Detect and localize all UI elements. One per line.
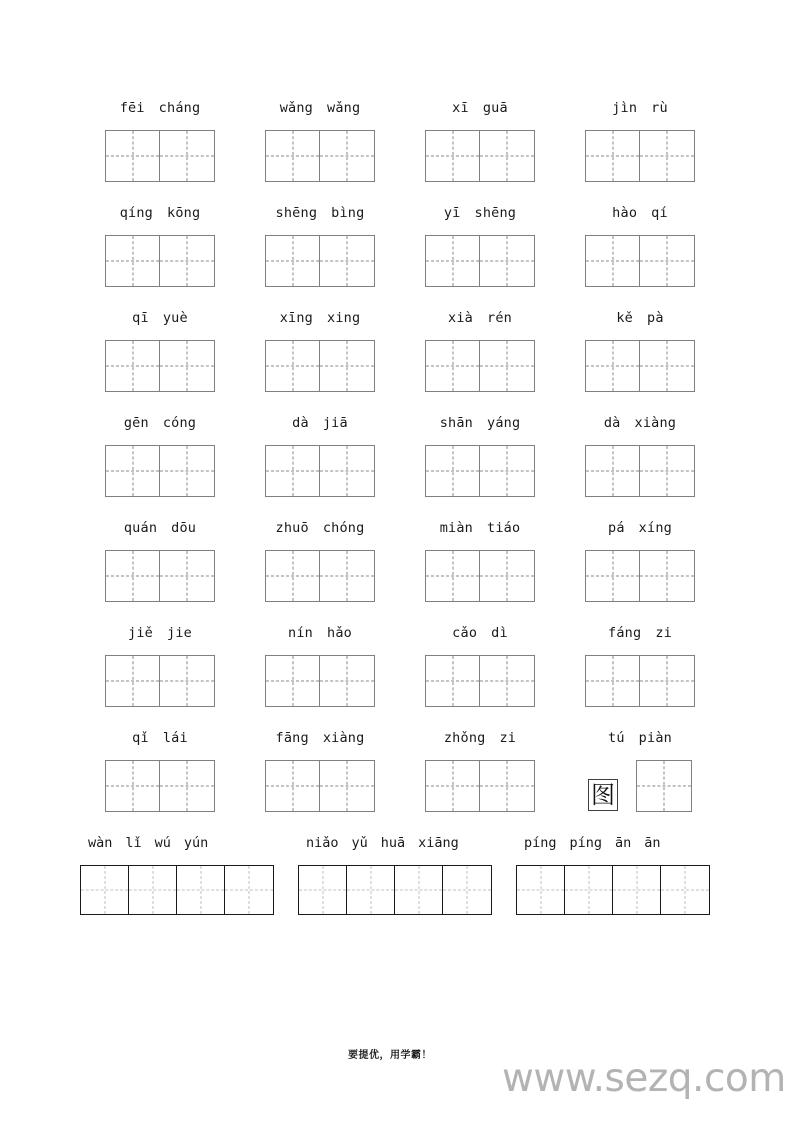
pinyin-label: [240, 625, 400, 655]
pinyin-label: [240, 100, 400, 130]
pinyin-syllable: huā: [380, 835, 406, 851]
pinyin-pair-item: [240, 205, 400, 310]
pinyin-syllable: dōu: [171, 520, 197, 536]
writing-cell[interactable]: [586, 656, 640, 706]
tianzige-box[interactable]: [105, 655, 215, 707]
writing-cell[interactable]: [320, 341, 374, 391]
writing-cell[interactable]: [640, 551, 694, 601]
writing-cell[interactable]: [160, 236, 214, 286]
pinyin-syllable: yǔ: [351, 835, 368, 851]
writing-cell[interactable]: [160, 761, 214, 811]
writing-cell[interactable]: [160, 446, 214, 496]
writing-cell[interactable]: [106, 341, 160, 391]
pinyin-syllable: rù: [651, 100, 668, 116]
tianzige-box[interactable]: [265, 130, 375, 182]
tianzige-box[interactable]: [265, 550, 375, 602]
writing-cell[interactable]: [106, 131, 160, 181]
pinyin-pair-item: [240, 520, 400, 625]
pinyin-label: [80, 520, 240, 550]
writing-cell[interactable]: [640, 656, 694, 706]
printed-hanzi-hint: 图: [588, 779, 618, 811]
pinyin-label: [400, 625, 560, 655]
pinyin-pair-item: [560, 415, 720, 520]
writing-box-group: [80, 445, 240, 497]
writing-cell[interactable]: [480, 446, 534, 496]
pinyin-syllable: dà: [292, 415, 309, 431]
pinyin-syllable: xiàng: [634, 415, 677, 431]
writing-box-group: [560, 550, 720, 602]
pinyin-pair-item: [400, 520, 560, 625]
writing-box-group: [240, 340, 400, 392]
writing-cell[interactable]: [160, 656, 214, 706]
writing-cell[interactable]: [426, 236, 480, 286]
pinyin-pair-item: [80, 310, 240, 415]
pinyin-syllable: xing: [327, 310, 361, 326]
writing-cell[interactable]: [320, 761, 374, 811]
writing-box-group: [240, 760, 400, 812]
pinyin-syllable: xíng: [638, 520, 672, 536]
writing-cell[interactable]: [640, 446, 694, 496]
writing-box-group: [560, 340, 720, 392]
writing-cell[interactable]: [586, 446, 640, 496]
phrase-item: [516, 835, 720, 915]
phrase-pinyin-label: [80, 835, 298, 865]
writing-cell[interactable]: [480, 551, 534, 601]
writing-cell[interactable]: [640, 236, 694, 286]
pinyin-syllable: xīng: [279, 310, 313, 326]
writing-cell[interactable]: [426, 551, 480, 601]
pinyin-syllable: zi: [499, 730, 517, 746]
writing-cell[interactable]: [177, 866, 225, 914]
pinyin-pair-row: [80, 100, 720, 205]
pinyin-pairs-area: [80, 100, 720, 835]
pinyin-syllable: qī: [132, 310, 149, 326]
writing-cell[interactable]: [266, 446, 320, 496]
pinyin-syllable: zi: [655, 625, 672, 641]
phrase-row: [80, 835, 720, 915]
pinyin-syllable: chóng: [322, 520, 365, 536]
pinyin-pair-item: [80, 520, 240, 625]
pinyin-syllable: xià: [448, 310, 473, 326]
writing-box-group: [400, 130, 560, 182]
tianzige-box[interactable]: [636, 760, 692, 812]
pinyin-pair-item: [240, 625, 400, 730]
writing-box-group: [400, 655, 560, 707]
writing-cell[interactable]: [640, 131, 694, 181]
writing-cell[interactable]: [517, 866, 565, 914]
pinyin-syllable: qíng: [119, 205, 153, 221]
pinyin-syllable: cháng: [158, 100, 201, 116]
pinyin-label: [400, 100, 560, 130]
writing-box-group: [80, 760, 240, 812]
writing-cell[interactable]: [426, 761, 480, 811]
writing-cell[interactable]: [426, 656, 480, 706]
pinyin-syllable: hǎo: [327, 625, 352, 641]
pinyin-label: [560, 625, 720, 655]
pinyin-syllable: miàn: [439, 520, 473, 536]
writing-cell[interactable]: [266, 131, 320, 181]
pinyin-syllable: hào: [612, 205, 638, 221]
pinyin-syllable: dì: [491, 625, 508, 641]
pinyin-syllable: fáng: [608, 625, 642, 641]
pinyin-syllable: shēng: [474, 205, 517, 221]
pinyin-syllable: wǎng: [327, 100, 361, 116]
pinyin-syllable: nín: [288, 625, 313, 641]
pinyin-syllable: ān: [644, 835, 661, 851]
tianzige-box-four[interactable]: [516, 865, 710, 915]
writing-cell[interactable]: [160, 551, 214, 601]
writing-cell[interactable]: [565, 866, 613, 914]
writing-box-group: [80, 655, 240, 707]
pinyin-label: [560, 205, 720, 235]
pinyin-label: [80, 100, 240, 130]
writing-cell[interactable]: [106, 551, 160, 601]
writing-box-group: [400, 760, 560, 812]
pinyin-pair-item: [240, 100, 400, 205]
pinyin-pair-item: [80, 415, 240, 520]
pinyin-syllable: jiā: [322, 415, 348, 431]
pinyin-pair-item: [80, 100, 240, 205]
pinyin-syllable: qí: [651, 205, 668, 221]
writing-cell[interactable]: [129, 866, 177, 914]
pinyin-label: [240, 415, 400, 445]
tianzige-box[interactable]: [265, 340, 375, 392]
pinyin-syllable: piàn: [638, 730, 672, 746]
writing-cell[interactable]: [106, 761, 160, 811]
pinyin-pair-item: [240, 730, 400, 835]
pinyin-syllable: fāng: [275, 730, 309, 746]
writing-cell[interactable]: [480, 131, 534, 181]
pinyin-syllable: gēn: [123, 415, 149, 431]
tianzige-box[interactable]: [105, 445, 215, 497]
tianzige-box[interactable]: [585, 235, 695, 287]
pinyin-label: [560, 415, 720, 445]
pinyin-syllable: guā: [482, 100, 508, 116]
pinyin-pair-item: [400, 100, 560, 205]
pinyin-syllable: bìng: [331, 205, 365, 221]
tianzige-box-four[interactable]: [80, 865, 274, 915]
writing-cell[interactable]: [480, 236, 534, 286]
tianzige-box[interactable]: [585, 130, 695, 182]
pinyin-label: [240, 310, 400, 340]
four-character-phrases-area: [80, 835, 720, 915]
writing-cell[interactable]: [81, 866, 129, 914]
writing-cell[interactable]: [395, 866, 443, 914]
writing-cell[interactable]: [160, 341, 214, 391]
writing-cell[interactable]: [426, 341, 480, 391]
pinyin-pair-row: [80, 205, 720, 310]
pinyin-label: [560, 730, 720, 760]
writing-cell[interactable]: [347, 866, 395, 914]
writing-cell[interactable]: [640, 341, 694, 391]
pinyin-label: [400, 520, 560, 550]
pinyin-label: [400, 730, 560, 760]
writing-cell[interactable]: [320, 656, 374, 706]
pinyin-pair-item: [80, 205, 240, 310]
tianzige-box[interactable]: [105, 130, 215, 182]
writing-cell[interactable]: [266, 656, 320, 706]
writing-box-group: [560, 655, 720, 707]
writing-box-group: [240, 550, 400, 602]
pinyin-label: [560, 520, 720, 550]
writing-cell[interactable]: [586, 131, 640, 181]
pinyin-pair-row: [80, 520, 720, 625]
pinyin-syllable: zhuō: [275, 520, 309, 536]
pinyin-syllable: yuè: [162, 310, 188, 326]
tianzige-box[interactable]: [585, 340, 695, 392]
pinyin-syllable: qǐ: [132, 730, 149, 746]
writing-cell[interactable]: [320, 446, 374, 496]
pinyin-label: [400, 310, 560, 340]
writing-box-group: [80, 130, 240, 182]
pinyin-pair-item: [80, 730, 240, 835]
writing-cell[interactable]: [225, 866, 273, 914]
writing-box-group: [240, 235, 400, 287]
pinyin-syllable: jiě: [128, 625, 153, 641]
pinyin-syllable: zhǒng: [443, 730, 486, 746]
pinyin-pair-item: [240, 310, 400, 415]
pinyin-syllable: yī: [443, 205, 461, 221]
phrase-pinyin-label: [298, 835, 516, 865]
pinyin-pair-item: [400, 625, 560, 730]
pinyin-pair-item: [80, 625, 240, 730]
pinyin-label: [400, 415, 560, 445]
writing-box-group: [560, 130, 720, 182]
pinyin-syllable: xiàng: [322, 730, 365, 746]
pinyin-label: [400, 205, 560, 235]
pinyin-syllable: kōng: [167, 205, 201, 221]
tianzige-box[interactable]: [585, 550, 695, 602]
tianzige-box[interactable]: [585, 655, 695, 707]
pinyin-syllable: wàn: [88, 835, 113, 851]
pinyin-label: [80, 310, 240, 340]
writing-box-group: [400, 550, 560, 602]
pinyin-pair-item: [400, 415, 560, 520]
writing-cell[interactable]: [266, 236, 320, 286]
pinyin-syllable: ān: [615, 835, 632, 851]
writing-cell[interactable]: [426, 131, 480, 181]
pinyin-syllable: shān: [439, 415, 473, 431]
pinyin-label: [560, 310, 720, 340]
writing-box-group: [560, 235, 720, 287]
phrase-item: [80, 835, 298, 915]
pinyin-syllable: píng: [569, 835, 603, 851]
pinyin-pair-row: [80, 310, 720, 415]
pinyin-syllable: lǐ: [125, 835, 142, 851]
pinyin-syllable: píng: [524, 835, 557, 851]
writing-box-group: [400, 235, 560, 287]
writing-cell[interactable]: [480, 341, 534, 391]
writing-cell[interactable]: [299, 866, 347, 914]
pinyin-label: [80, 625, 240, 655]
pinyin-pair-item: [560, 520, 720, 625]
pinyin-pair-item: [560, 310, 720, 415]
pinyin-syllable: jie: [167, 625, 192, 641]
tianzige-box[interactable]: [265, 445, 375, 497]
pinyin-pair-item: [560, 100, 720, 205]
tianzige-box[interactable]: [425, 130, 535, 182]
watermark: www.sezq.com: [502, 1056, 786, 1101]
pinyin-label: [240, 520, 400, 550]
tianzige-box[interactable]: [425, 445, 535, 497]
pinyin-syllable: lái: [162, 730, 188, 746]
writing-cell[interactable]: [160, 131, 214, 181]
tianzige-box[interactable]: [105, 550, 215, 602]
writing-cell[interactable]: [586, 236, 640, 286]
writing-box-group: [240, 445, 400, 497]
writing-box-group: [400, 340, 560, 392]
writing-cell[interactable]: [266, 341, 320, 391]
pinyin-pair-item: [400, 310, 560, 415]
pinyin-syllable: yún: [183, 835, 209, 851]
writing-cell[interactable]: [106, 656, 160, 706]
tianzige-box[interactable]: [265, 760, 375, 812]
phrase-item: [298, 835, 516, 915]
pinyin-syllable: tú: [608, 730, 625, 746]
writing-cell[interactable]: [613, 866, 661, 914]
pinyin-syllable: kě: [616, 310, 633, 326]
writing-cell[interactable]: [426, 446, 480, 496]
pinyin-syllable: jìn: [612, 100, 638, 116]
tianzige-box[interactable]: [425, 655, 535, 707]
writing-cell[interactable]: [106, 236, 160, 286]
pinyin-syllable: yáng: [487, 415, 521, 431]
pinyin-syllable: wǎng: [279, 100, 313, 116]
pinyin-pair-item: [560, 625, 720, 730]
pinyin-syllable: tiáo: [487, 520, 521, 536]
tianzige-box[interactable]: [105, 340, 215, 392]
pinyin-syllable: dà: [603, 415, 621, 431]
writing-box-group: [80, 235, 240, 287]
pinyin-syllable: niǎo: [306, 835, 339, 851]
writing-box-group: [560, 760, 720, 812]
writing-box-group: [240, 655, 400, 707]
pinyin-syllable: quán: [123, 520, 158, 536]
writing-cell[interactable]: [266, 761, 320, 811]
pinyin-pair-item: [400, 730, 560, 835]
pinyin-label: [80, 730, 240, 760]
writing-box-group: [80, 340, 240, 392]
writing-cell[interactable]: [480, 656, 534, 706]
writing-cell[interactable]: [266, 551, 320, 601]
pinyin-syllable: pá: [608, 520, 625, 536]
pinyin-label: [80, 415, 240, 445]
writing-cell[interactable]: [480, 761, 534, 811]
writing-cell[interactable]: [106, 446, 160, 496]
phrase-pinyin-label: [516, 835, 720, 865]
writing-cell[interactable]: [586, 341, 640, 391]
tianzige-box[interactable]: [265, 235, 375, 287]
tianzige-box-four[interactable]: [298, 865, 492, 915]
pinyin-pair-item: [240, 415, 400, 520]
pinyin-label: [80, 205, 240, 235]
pinyin-label: [240, 730, 400, 760]
writing-cell[interactable]: [443, 866, 491, 914]
pinyin-syllable: cǎo: [452, 625, 478, 641]
writing-box-group: [400, 445, 560, 497]
writing-box-group: [560, 445, 720, 497]
pinyin-pair-row: [80, 415, 720, 520]
pinyin-syllable: xiāng: [418, 835, 459, 851]
writing-cell[interactable]: [320, 551, 374, 601]
pinyin-syllable: fēi: [119, 100, 145, 116]
writing-box-group: [240, 130, 400, 182]
pinyin-syllable: pà: [647, 310, 664, 326]
writing-box-group: [80, 550, 240, 602]
pinyin-syllable: shēng: [275, 205, 318, 221]
writing-cell[interactable]: [637, 761, 691, 811]
pinyin-pair-row: [80, 625, 720, 730]
pinyin-pair-item: [560, 730, 720, 835]
pinyin-label: [560, 100, 720, 130]
footer-note: 要提优，用学霸！: [348, 1050, 432, 1061]
pinyin-syllable: wú: [154, 835, 171, 851]
tianzige-box[interactable]: [425, 340, 535, 392]
pinyin-syllable: xī: [452, 100, 469, 116]
writing-cell[interactable]: [661, 866, 709, 914]
pinyin-label: [240, 205, 400, 235]
tianzige-box[interactable]: [585, 445, 695, 497]
pinyin-pair-item: [560, 205, 720, 310]
pinyin-pair-row: [80, 730, 720, 835]
tianzige-box[interactable]: [265, 655, 375, 707]
tianzige-box[interactable]: [425, 550, 535, 602]
tianzige-box[interactable]: [105, 760, 215, 812]
pinyin-syllable: rén: [487, 310, 512, 326]
writing-cell[interactable]: [320, 236, 374, 286]
tianzige-box[interactable]: [425, 760, 535, 812]
writing-cell[interactable]: [320, 131, 374, 181]
tianzige-box[interactable]: [105, 235, 215, 287]
pinyin-pair-item: [400, 205, 560, 310]
writing-cell[interactable]: [586, 551, 640, 601]
tianzige-box[interactable]: [425, 235, 535, 287]
pinyin-syllable: cóng: [162, 415, 197, 431]
